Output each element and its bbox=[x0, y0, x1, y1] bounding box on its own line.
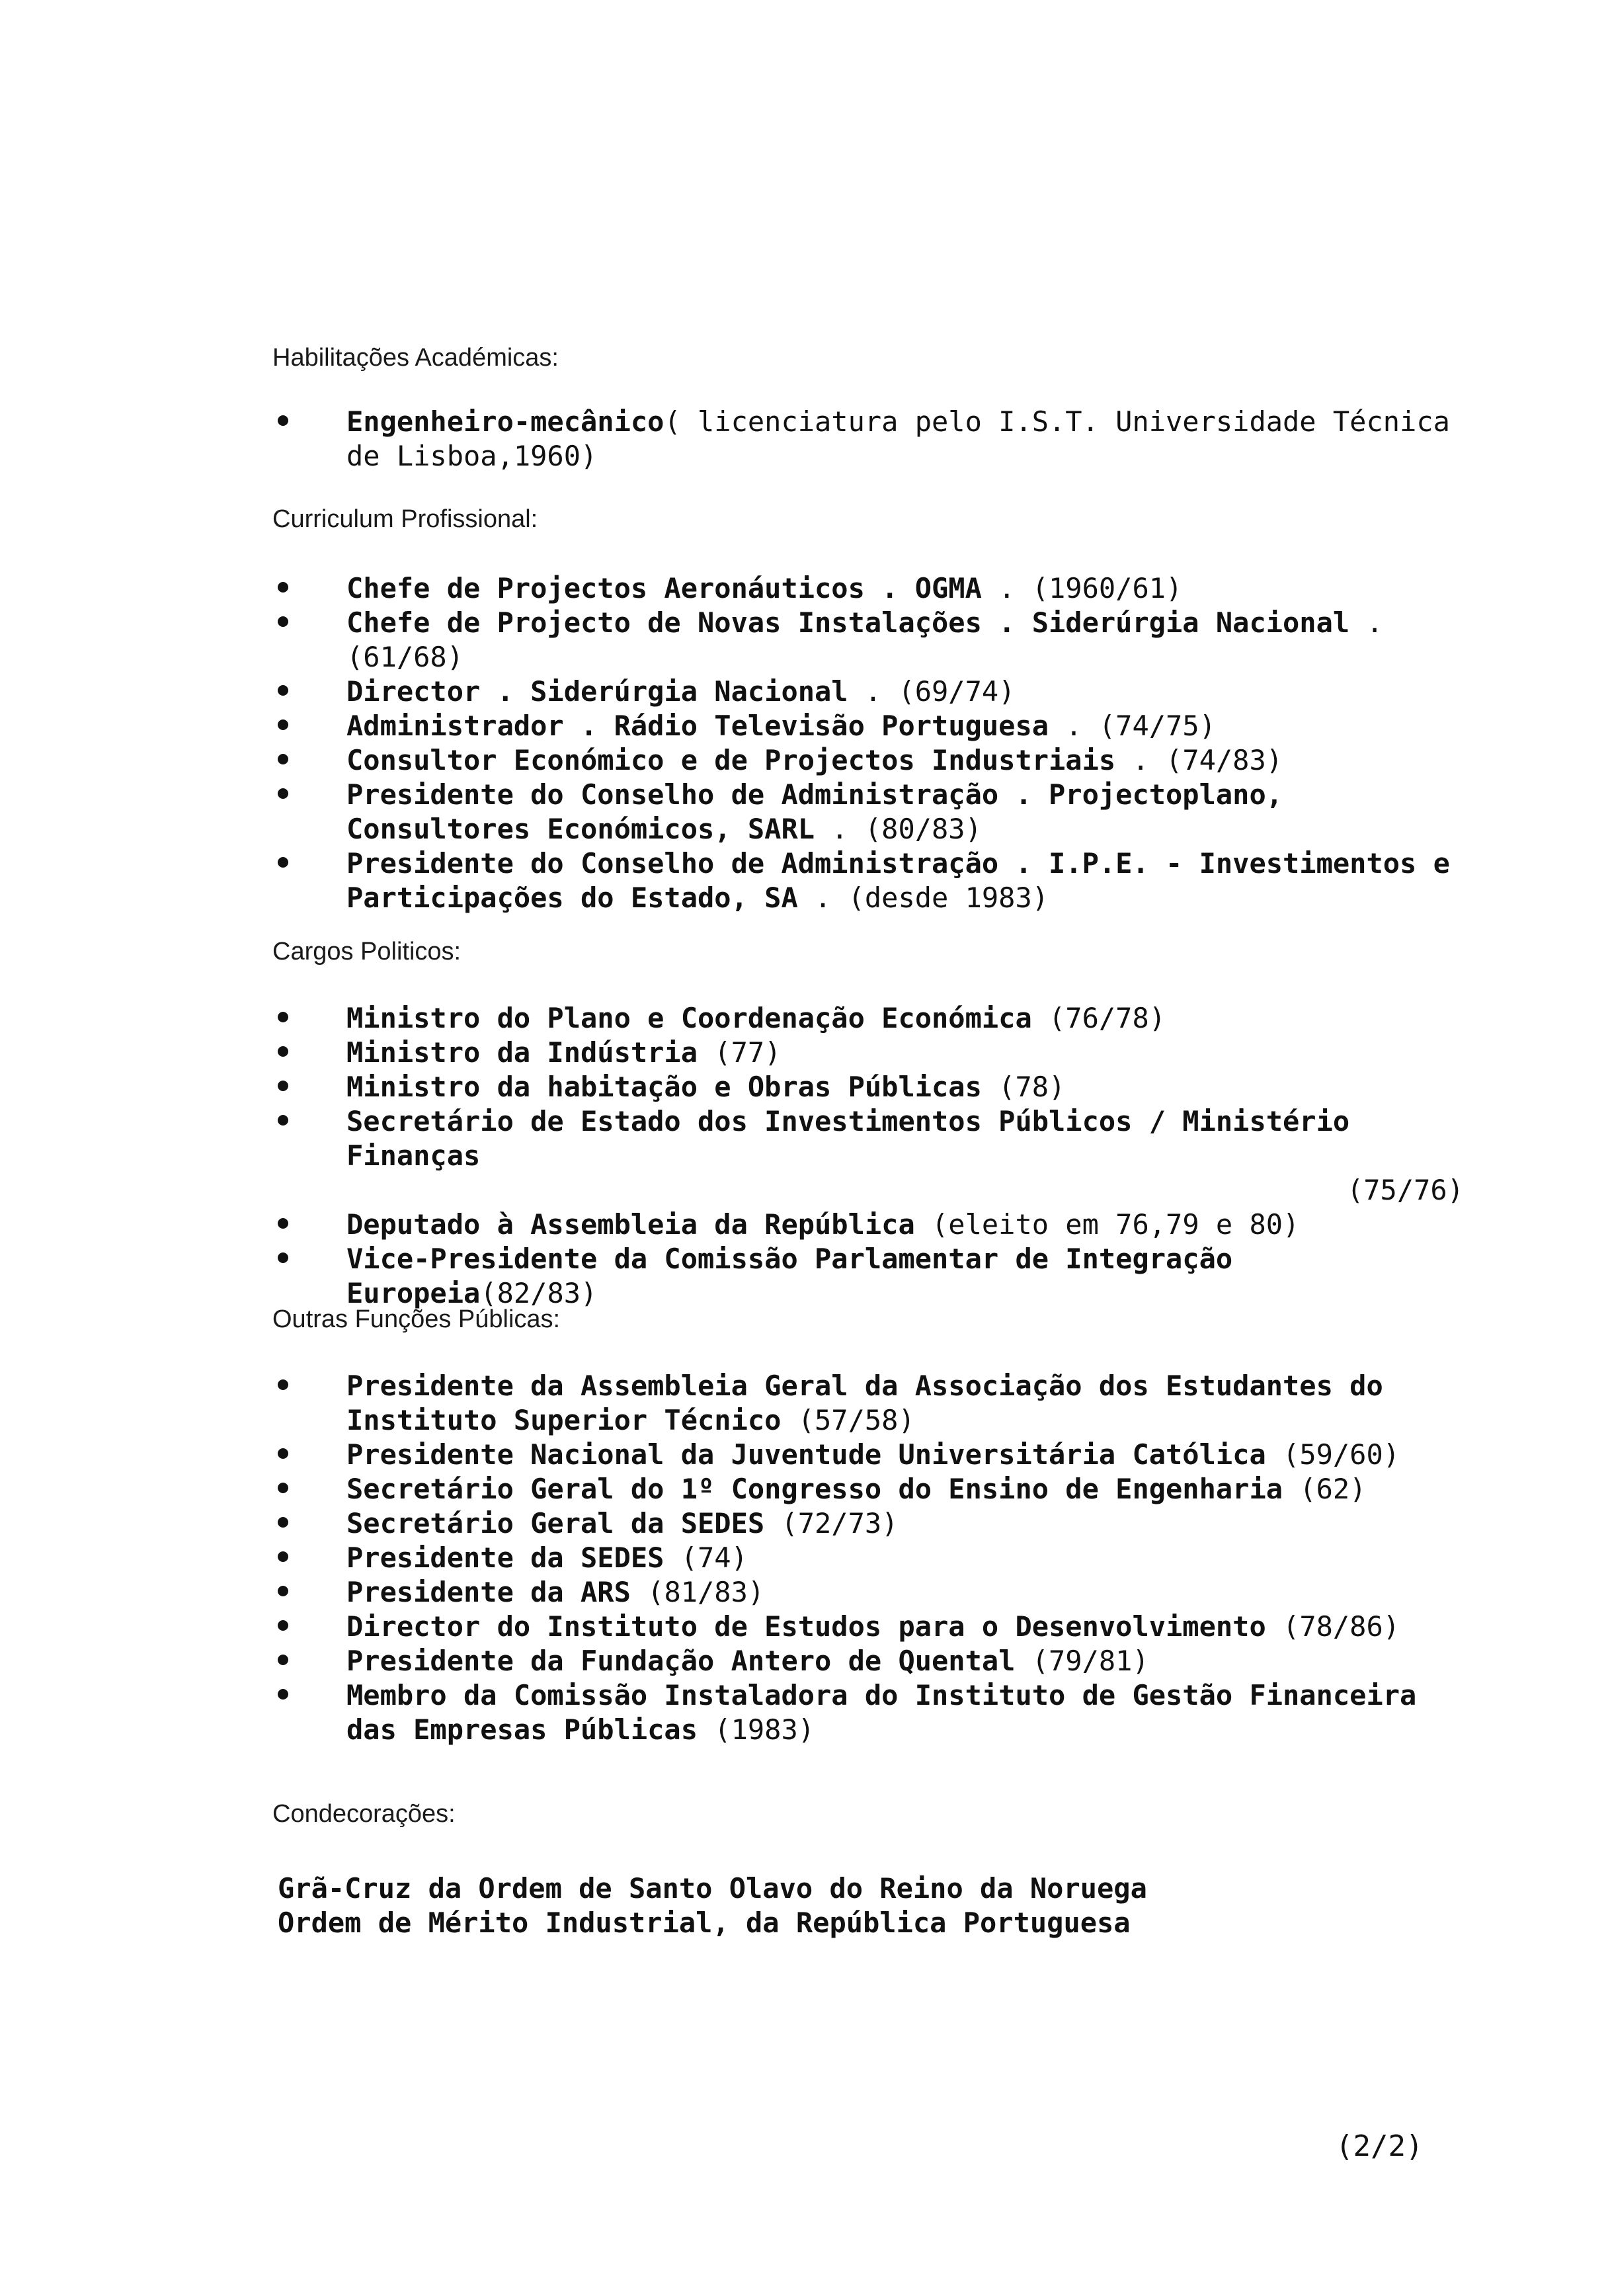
bullet-icon bbox=[278, 1115, 288, 1126]
section-title-outras: Outras Funções Públicas: bbox=[272, 1305, 561, 1333]
section-title-curriculum: Curriculum Profissional: bbox=[272, 505, 538, 533]
list-item: Deputado à Assembleia da República (eleito em 76,79 e 80) bbox=[272, 1208, 1464, 1242]
bullet-icon bbox=[278, 1012, 288, 1022]
list-item: Presidente da Fundação Antero de Quental (79/81) bbox=[272, 1644, 1464, 1678]
decoration-line: Grã-Cruz da Ordem de Santo Olavo do Reino da Noruega bbox=[278, 1872, 1147, 1905]
list-item: Secretário Geral do 1º Congresso do Ensino de Engenharia (62) bbox=[272, 1472, 1464, 1506]
page-number: (2/2) bbox=[1336, 2129, 1424, 2163]
list-item: Presidente do Conselho de Administração . Projectoplano, Consultores Económicos, SARL . (80/83) bbox=[272, 778, 1464, 846]
list-item: Membro da Comissão Instaladora do Instituto de Gestão Financeira das Empresas Públicas (1983) bbox=[272, 1678, 1464, 1747]
bullet-icon bbox=[278, 616, 288, 627]
bullet-icon bbox=[278, 1655, 288, 1665]
bullet-icon bbox=[278, 857, 288, 868]
list-item: Engenheiro-mecânico( licenciatura pelo I.S.T. Universidade Técnica de Lisboa,1960) bbox=[272, 405, 1464, 473]
curriculum-list bbox=[272, 571, 1464, 915]
bullet-icon bbox=[278, 415, 288, 426]
list-item: Vice-Presidente da Comissão Parlamentar de Integração Europeia(82/83) bbox=[272, 1242, 1464, 1311]
outras-list bbox=[272, 1369, 1464, 1747]
bullet-icon bbox=[278, 1586, 288, 1596]
section-title-cargos: Cargos Politicos: bbox=[272, 938, 462, 965]
list-item: Presidente Nacional da Juventude Universitária Católica (59/60) bbox=[272, 1438, 1464, 1472]
bullet-icon bbox=[278, 1448, 288, 1459]
habilitacoes-list bbox=[272, 405, 1464, 473]
decoration-line: Ordem de Mérito Industrial, da República Portuguesa bbox=[278, 1906, 1131, 1939]
bullet-icon bbox=[278, 1379, 288, 1390]
list-item: Director do Instituto de Estudos para o Desenvolvimento (78/86) bbox=[272, 1610, 1464, 1644]
bullet-icon bbox=[278, 754, 288, 764]
bullet-icon bbox=[278, 719, 288, 730]
list-item: Secretário Geral da SEDES (72/73) bbox=[272, 1506, 1464, 1541]
bullet-icon bbox=[278, 582, 288, 593]
bullet-icon bbox=[278, 1218, 288, 1229]
condecoracoes-lines bbox=[278, 1871, 1147, 1940]
bullet-icon bbox=[278, 1483, 288, 1493]
bullet-icon bbox=[278, 788, 288, 799]
bullet-icon bbox=[278, 1046, 288, 1057]
list-item: Ministro da habitação e Obras Públicas (78) bbox=[272, 1070, 1464, 1104]
list-item: Director . Siderúrgia Nacional . (69/74) bbox=[272, 675, 1464, 709]
list-item: Chefe de Projecto de Novas Instalações . Siderúrgia Nacional . (61/68) bbox=[272, 606, 1464, 675]
list-item: Chefe de Projectos Aeronáuticos . OGMA . (1960/61) bbox=[272, 571, 1464, 606]
section-title-condecoracoes: Condecorações: bbox=[272, 1800, 456, 1828]
list-item: Presidente da SEDES (74) bbox=[272, 1541, 1464, 1575]
bullet-icon bbox=[278, 1551, 288, 1562]
bullet-icon bbox=[278, 1689, 288, 1700]
bullet-icon bbox=[278, 685, 288, 696]
list-item: Presidente da ARS (81/83) bbox=[272, 1575, 1464, 1610]
list-item: Consultor Económico e de Projectos Industriais . (74/83) bbox=[272, 743, 1464, 778]
list-item: Administrador . Rádio Televisão Portuguesa . (74/75) bbox=[272, 709, 1464, 743]
list-item: Secretário de Estado dos Investimentos Públicos / Ministério Finanças (75/76) bbox=[272, 1104, 1464, 1208]
cargos-list bbox=[272, 1001, 1464, 1311]
bullet-icon bbox=[278, 1620, 288, 1631]
list-item: Presidente do Conselho de Administração . I.P.E. - Investimentos e Participações do Estado, SA . (desde 1983) bbox=[272, 846, 1464, 915]
list-item: Ministro da Indústria (77) bbox=[272, 1036, 1464, 1070]
section-title-habilitacoes: Habilitações Académicas: bbox=[272, 344, 559, 372]
list-item: Ministro do Plano e Coordenação Económica (76/78) bbox=[272, 1001, 1464, 1036]
list-item: Presidente da Assembleia Geral da Associação dos Estudantes do Instituto Superior Técnico (57/58) bbox=[272, 1369, 1464, 1438]
bullet-icon bbox=[278, 1081, 288, 1091]
bullet-icon bbox=[278, 1252, 288, 1263]
bullet-icon bbox=[278, 1517, 288, 1528]
